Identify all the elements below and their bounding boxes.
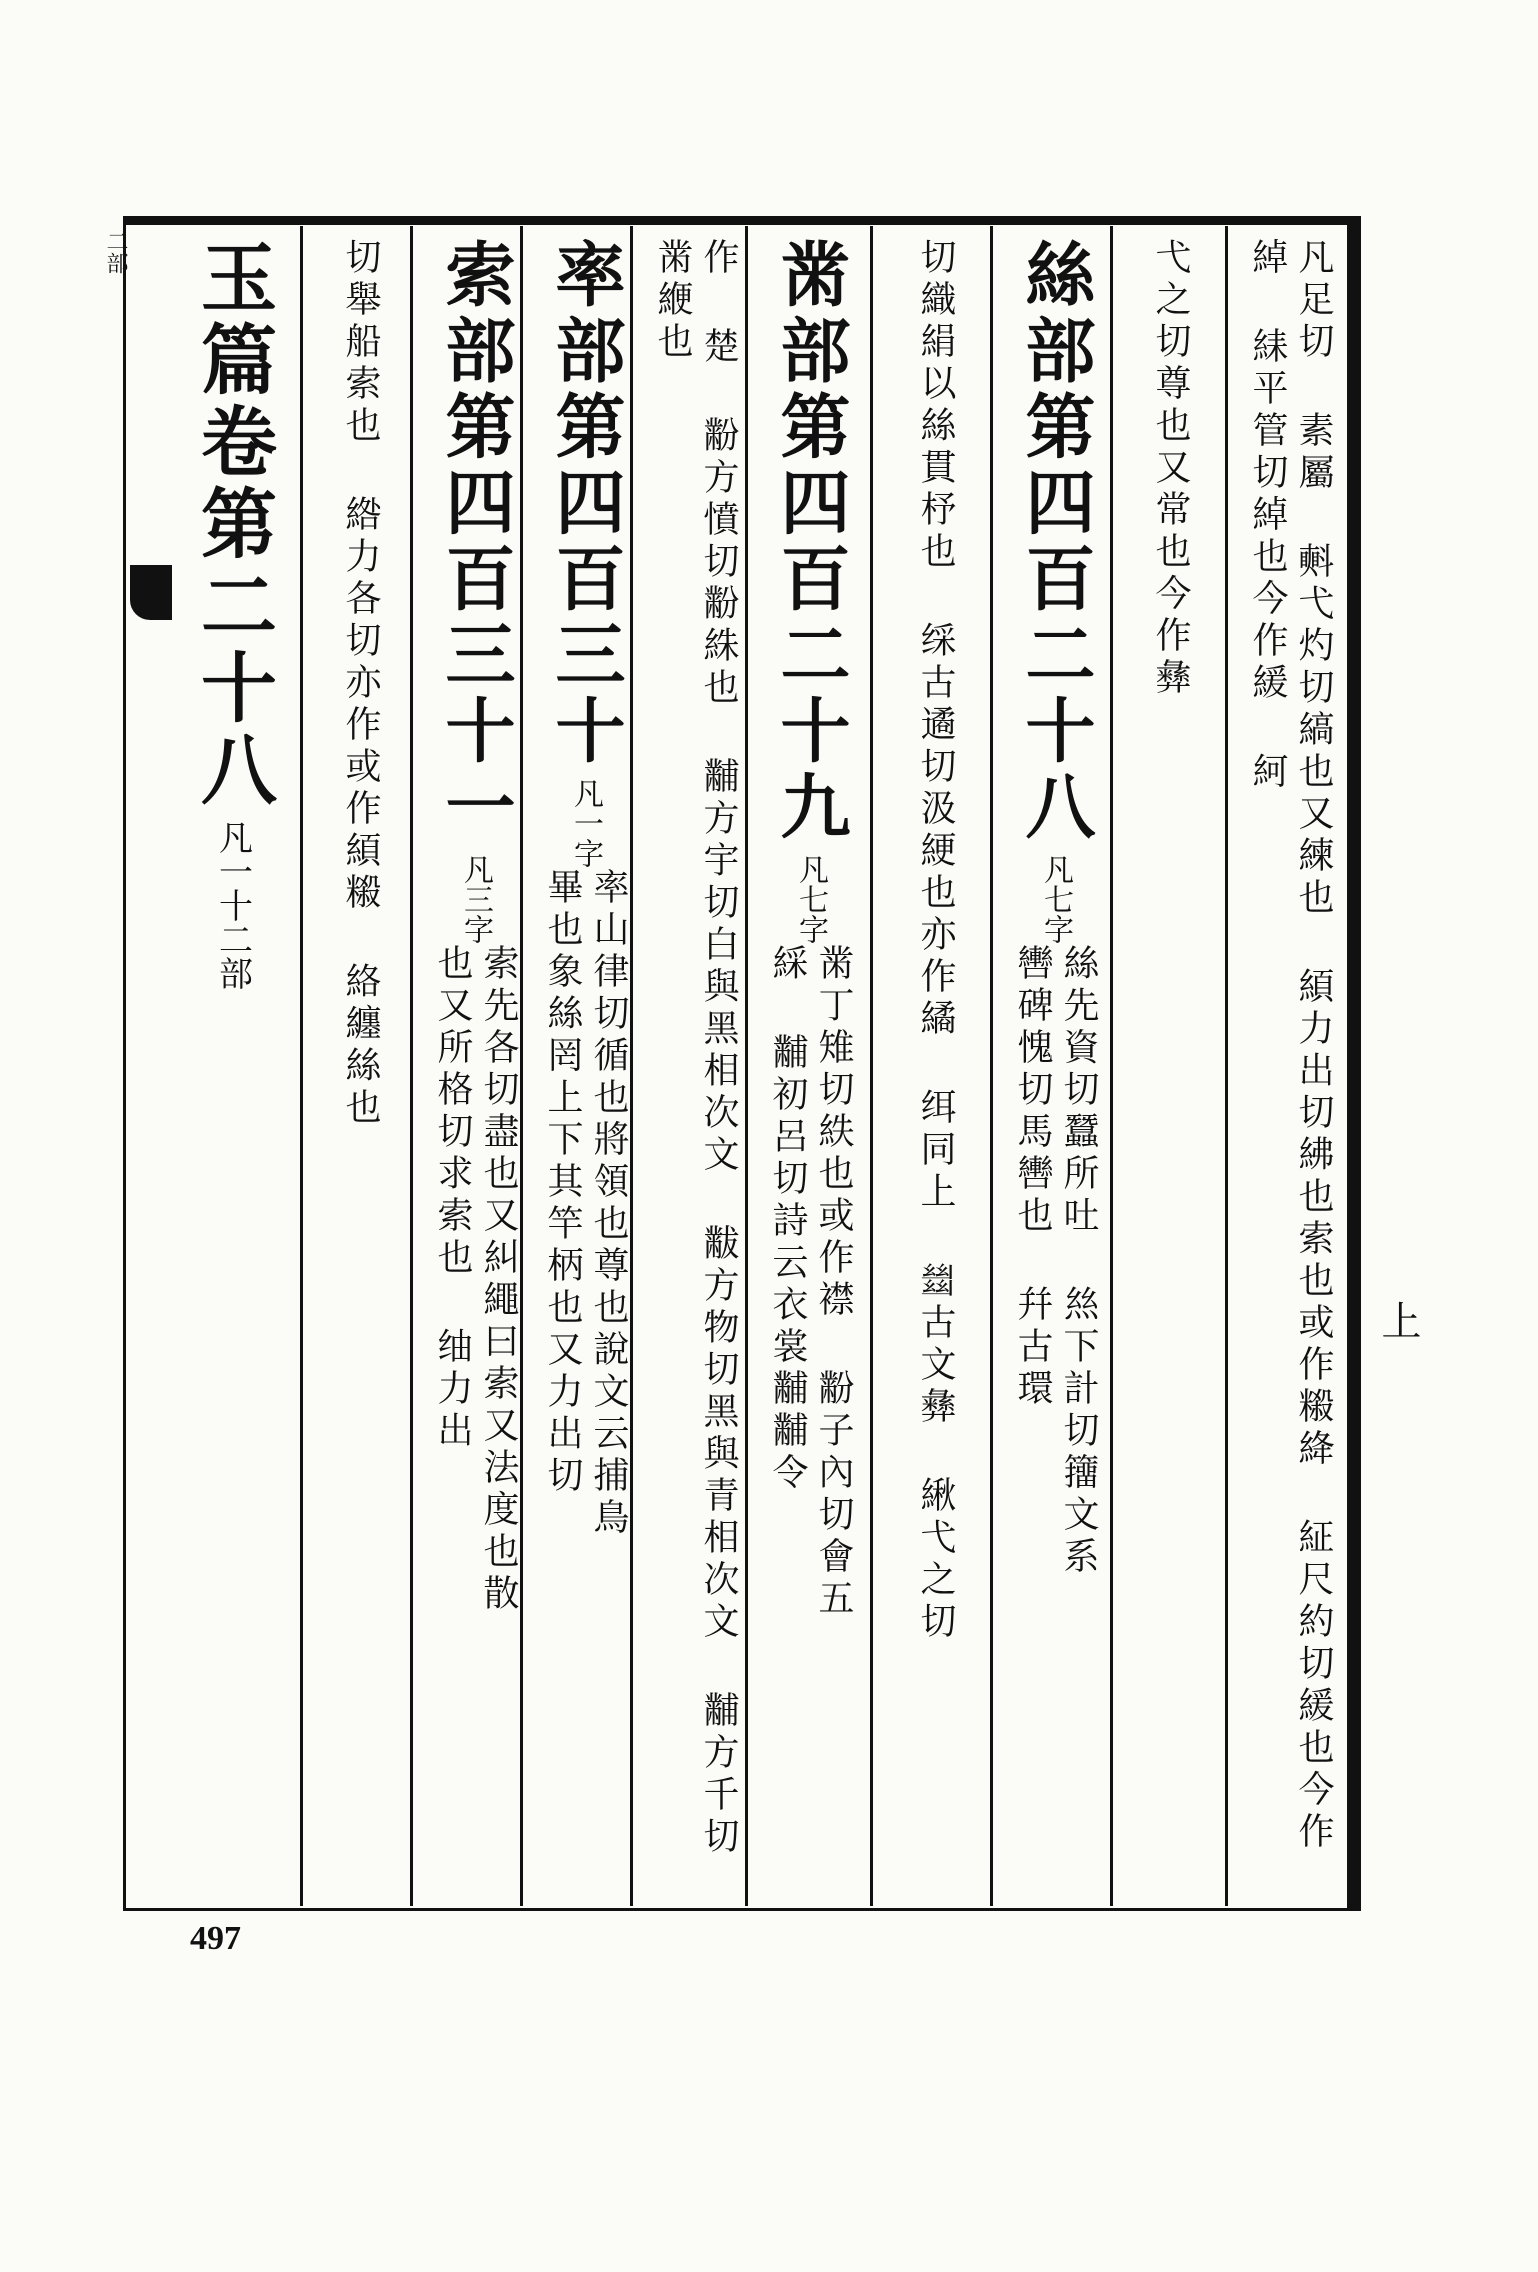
binding-tab (130, 565, 172, 620)
section-column (755, 238, 865, 1893)
column-text: 凡足切 素屬 㪺弋灼切縞也又練也 䋶力出切紼也索也或作䊛絳 䋊尺約切緩也今作綽 䋘平管切綽也今作緩 䋍 (1247, 238, 1334, 1854)
section-heading: 絲部第四百二十八 (1014, 238, 1097, 846)
text-column (1120, 238, 1220, 1893)
text-column (310, 238, 410, 1893)
text-column (1235, 238, 1345, 1893)
margin-mark: 上 (1375, 1300, 1421, 1340)
column-rule (300, 226, 303, 1906)
section-count: 凡七字 (1038, 854, 1073, 944)
margin-mark: 二部 (103, 230, 128, 274)
section-count: 凡七字 (793, 854, 828, 944)
column-rule (1110, 226, 1113, 1906)
column-rule (870, 226, 873, 1906)
volume-title-column (170, 238, 295, 1893)
section-column (420, 238, 530, 1893)
volume-count: 凡一十二部 (212, 820, 253, 990)
section-heading: 黹部第四百二十九 (769, 238, 852, 846)
section-heading: 率部第四百三十 (544, 238, 627, 770)
column-text: 絲先資切蠶所吐 𢇁下計切籒文系 轡碑愧切馬轡也 幷古環 (1012, 944, 1099, 1579)
column-rule (1225, 226, 1228, 1906)
section-heading: 索部第四百三十一 (434, 238, 517, 846)
column-text: 弋之切尊也又常也今作彝 (1150, 238, 1191, 700)
text-column (880, 238, 990, 1893)
column-text: 切舉船索也 綹力各切亦作或作䋶䊛 絡纏絲也 (340, 238, 381, 1130)
column-rule (410, 226, 413, 1906)
section-count: 凡三字 (458, 854, 493, 944)
column-text: 索先各切盡也又糾繩曰索又法度也散也又所格切求索也 䌷力出 (432, 944, 519, 1616)
volume-title: 玉篇卷第二十八 (188, 238, 278, 812)
section-column (1000, 238, 1110, 1893)
text-column (640, 238, 750, 1893)
page-number: 497 (190, 1920, 241, 1957)
column-text: 率山律切循也將領也尊也說文云捕鳥畢也象絲罔上下其竿柄也又力出切 (542, 868, 629, 1540)
column-text: 切織絹以絲貫杼也 䌽古遹切汲綆也亦作繘 䌺同上 𢇍古文彝 䋺弋之切 (915, 238, 956, 1644)
column-rule (990, 226, 993, 1906)
section-count: 凡一字 (568, 778, 603, 868)
column-text: 黹丁雉切紩也或作襟 黺子內切會五綵 黼初呂切詩云衣裳黼黼令 (767, 944, 854, 1621)
section-column (530, 238, 640, 1893)
column-text: 作 楚 黺方憤切黺絑也 黼方宇切白與黑相次文 黻方物切黑與青相次文 黼方千切黹緶也 (652, 238, 739, 1859)
